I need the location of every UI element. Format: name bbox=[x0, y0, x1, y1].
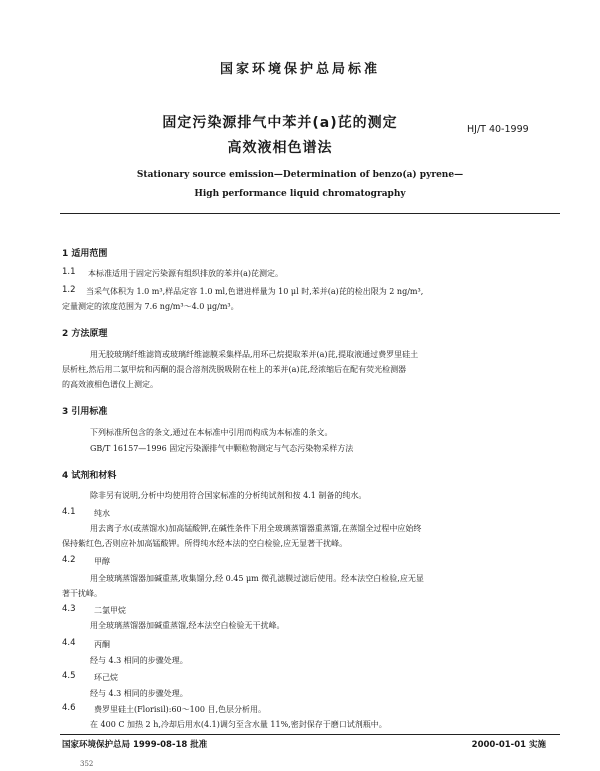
section-1-heading: 1 适用范围 bbox=[62, 249, 108, 259]
header-divider bbox=[60, 213, 560, 214]
references-intro: 下列标准所包含的条文,通过在本标准中引用而构成为本标准的条文。 bbox=[90, 428, 333, 437]
clause-4-1-title: 纯水 bbox=[94, 509, 110, 518]
clause-4-4-title: 丙酮 bbox=[94, 640, 110, 649]
clause-4-3-number: 4.3 bbox=[62, 604, 76, 614]
clause-4-2-number: 4.2 bbox=[62, 555, 76, 565]
clause-4-5-text: 经与 4.3 相同的步骤处理。 bbox=[90, 689, 188, 698]
reagents-intro: 除非另有说明,分析中均使用符合国家标准的分析纯试剂和按 4.1 制备的纯水。 bbox=[90, 491, 367, 500]
clause-4-2-title: 甲醇 bbox=[94, 557, 110, 566]
section-2-heading: 2 方法原理 bbox=[62, 329, 108, 339]
title-chinese-line1: 固定污染源排气中苯并(a)芘的测定 bbox=[162, 115, 398, 131]
clause-4-1-text-1: 用去离子水(或蒸馏水)加高锰酸钾,在碱性条件下用全玻璃蒸馏器重蒸馏,在蒸馏全过程中应始终 bbox=[90, 524, 422, 533]
clause-4-6-text: 在 400 C 加热 2 h,冷却后用水(4.1)调匀至含水量 11%,密封保存于磨口试剂瓶中。 bbox=[90, 720, 387, 729]
standard-code: HJ/T 40-1999 bbox=[467, 124, 529, 135]
clause-1-2-number: 1.2 bbox=[62, 285, 76, 295]
clause-4-4-text: 经与 4.3 相同的步骤处理。 bbox=[90, 656, 188, 665]
clause-4-2-text-1: 用全玻璃蒸馏器加碱重蒸,收集馏分,经 0.45 μm 微孔滤膜过滤后使用。经本法空白检验,应无显 bbox=[90, 574, 424, 583]
clause-4-6-number: 4.6 bbox=[62, 703, 76, 713]
title-chinese-line2: 高效液相色谱法 bbox=[227, 140, 333, 156]
clause-4-2-text-2: 著干扰峰。 bbox=[62, 589, 102, 598]
clause-4-5-number: 4.5 bbox=[62, 671, 76, 681]
title-english-line1: Stationary source emission—Determination of benzo(a) pyrene— bbox=[136, 170, 464, 180]
principle-line-3: 的高效液相色谱仪上测定。 bbox=[62, 380, 158, 389]
issuing-agency: 国家环境保护总局标准 bbox=[219, 62, 380, 77]
clause-1-2-text-cont: 定量测定的浓度范围为 7.6 ng/m³～4.0 μg/m³。 bbox=[62, 302, 239, 311]
clause-4-6-title: 费罗里硅土(Florisil):60～100 目,色层分析用。 bbox=[94, 705, 267, 714]
footer-divider bbox=[60, 734, 560, 735]
section-3-heading: 3 引用标准 bbox=[62, 407, 108, 417]
approval-date: 国家环境保护总局 1999-08-18 批准 bbox=[62, 740, 208, 750]
principle-line-1: 用无胶玻璃纤维滤筒或玻璃纤维滤膜采集样品,用环己烷提取苯并(a)芘,提取液通过费罗里硅土 bbox=[90, 350, 419, 359]
clause-1-2-text: 当采气体积为 1.0 m³,样品定容 1.0 ml,色谱进样量为 10 μl 时,苯并(a)芘的检出限为 2 ng/m³, bbox=[86, 287, 424, 296]
reference-gbt16157: GB/T 16157—1996 固定污染源排气中颗粒物测定与气态污染物采样方法 bbox=[90, 444, 354, 453]
clause-4-5-title: 环己烷 bbox=[94, 673, 118, 682]
clause-1-1-text: 本标准适用于固定污染源有组织排放的苯并(a)芘测定。 bbox=[88, 269, 284, 278]
clause-1-1-number: 1.1 bbox=[62, 267, 76, 277]
clause-4-3-text: 用全玻璃蒸馏器加碱重蒸馏,经本法空白检验无干扰峰。 bbox=[90, 621, 285, 630]
implementation-date: 2000-01-01 实施 bbox=[471, 740, 546, 750]
clause-4-1-number: 4.1 bbox=[62, 507, 76, 517]
section-4-heading: 4 试剂和材料 bbox=[62, 471, 117, 481]
principle-line-2: 层析柱,然后用二氯甲烷和丙酮的混合溶剂洗脱吸附在柱上的苯并(a)芘,经浓缩后在配有荧光检测器 bbox=[62, 365, 407, 374]
page-number: 352 bbox=[80, 760, 94, 768]
clause-4-3-title: 二氯甲烷 bbox=[94, 606, 126, 615]
clause-4-4-number: 4.4 bbox=[62, 638, 76, 648]
clause-4-1-text-2: 保持紫红色,否则应补加高锰酸钾。所得纯水经本法的空白检验,应无显著干扰峰。 bbox=[62, 539, 348, 548]
title-english-line2: High performance liquid chromatography bbox=[194, 189, 406, 199]
